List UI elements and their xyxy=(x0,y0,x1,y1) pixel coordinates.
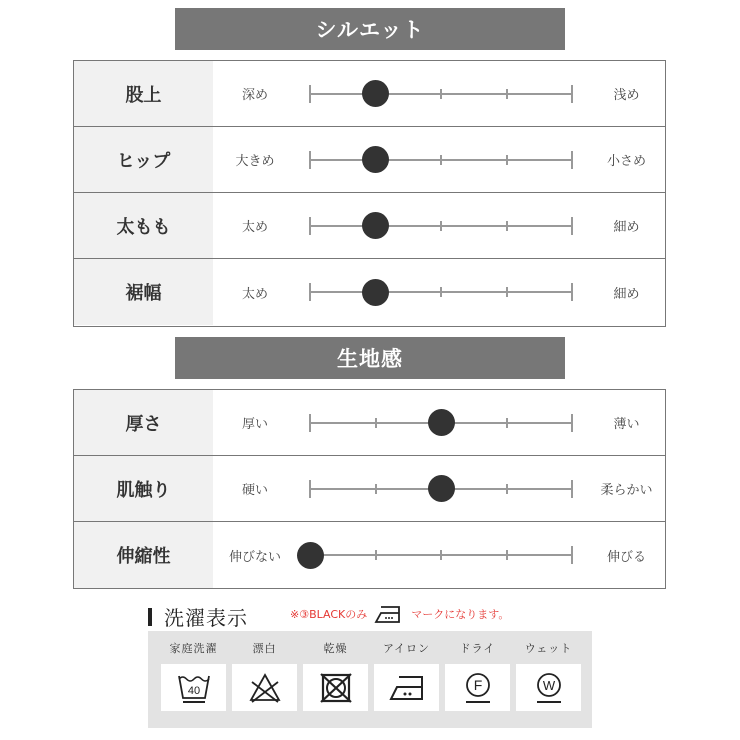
care-note-suffix: マークになります。 xyxy=(411,608,510,621)
care-item-dry-clean xyxy=(445,631,510,711)
slider-knob xyxy=(428,409,455,436)
no-bleach-icon xyxy=(248,672,282,704)
slider-tick xyxy=(506,418,508,428)
slider-tick xyxy=(506,89,508,99)
slider-tick xyxy=(571,217,573,235)
care-item-label: 漂白 xyxy=(252,641,277,655)
svg-text:F: F xyxy=(473,676,482,693)
care-item-iron xyxy=(374,631,439,711)
no-tumble-dry-icon xyxy=(319,672,353,704)
slider-tick xyxy=(571,151,573,169)
slider-tick xyxy=(506,484,508,494)
right-scale-label: 小さめ xyxy=(606,154,646,169)
left-scale-label: 伸びない xyxy=(228,549,281,565)
table-row xyxy=(74,61,665,127)
fabric-header-text: 生地感 xyxy=(337,347,403,371)
scale-slider xyxy=(310,390,572,455)
care-item-label: ドライ xyxy=(459,641,496,655)
slider-knob xyxy=(362,279,389,306)
slider-knob xyxy=(297,542,324,569)
right-scale-label: 薄い xyxy=(613,417,640,432)
care-note xyxy=(290,604,509,624)
scale-slider xyxy=(310,193,572,258)
slider-tick xyxy=(571,283,573,301)
row-label: 肌触り xyxy=(74,456,213,521)
care-item-bleach xyxy=(232,631,297,711)
slider-tick xyxy=(309,414,311,432)
iron-low-icon xyxy=(387,673,427,703)
right-scale-label: 伸びる xyxy=(606,549,646,565)
slider-tick xyxy=(375,418,377,428)
care-title-text: 洗濯表示 xyxy=(164,606,248,630)
slider-tick xyxy=(571,480,573,498)
care-item-label: 乾燥 xyxy=(323,641,348,655)
slider-tick xyxy=(309,480,311,498)
fabric-table xyxy=(73,389,666,589)
slider-knob xyxy=(362,212,389,239)
slider-tick xyxy=(440,287,442,297)
wash-40-icon xyxy=(174,671,214,705)
care-item-label: アイロン xyxy=(382,641,430,655)
scale-slider xyxy=(310,456,572,521)
row-label: 股上 xyxy=(74,61,213,126)
slider-tick xyxy=(506,221,508,231)
dry-clean-f-icon xyxy=(461,671,495,705)
care-note-prefix: ※③BLACKのみ xyxy=(290,608,368,621)
slider-tick xyxy=(440,155,442,165)
care-panel xyxy=(148,631,592,728)
slider-knob xyxy=(362,80,389,107)
slider-knob xyxy=(362,146,389,173)
silhouette-table xyxy=(73,60,666,327)
table-row xyxy=(74,127,665,193)
left-scale-label: 太め xyxy=(241,286,268,302)
iron-icon xyxy=(373,604,405,624)
row-label: 裾幅 xyxy=(74,259,213,325)
left-scale-label: 硬い xyxy=(241,483,268,498)
svg-text:W: W xyxy=(542,677,555,693)
slider-tick xyxy=(571,546,573,564)
title-bar-accent xyxy=(148,608,152,626)
table-row xyxy=(74,193,665,259)
silhouette-header xyxy=(175,8,565,50)
slider-tick xyxy=(309,283,311,301)
scale-slider xyxy=(310,259,572,325)
table-row xyxy=(74,522,665,588)
slider-tick xyxy=(309,85,311,103)
row-label: 太もも xyxy=(74,193,213,258)
slider-tick xyxy=(440,221,442,231)
slider-tick xyxy=(375,484,377,494)
slider-tick xyxy=(309,217,311,235)
care-item-home-wash xyxy=(161,631,226,711)
slider-tick xyxy=(440,89,442,99)
row-label: 厚さ xyxy=(74,390,213,455)
care-item-label: ウェット xyxy=(524,641,573,655)
wet-clean-w-icon xyxy=(532,671,566,705)
slider-tick xyxy=(571,85,573,103)
right-scale-label: 浅め xyxy=(613,88,640,103)
scale-slider xyxy=(310,127,572,192)
silhouette-header-text: シルエット xyxy=(315,18,425,42)
left-scale-label: 大きめ xyxy=(235,154,275,169)
slider-tick xyxy=(506,287,508,297)
scale-slider xyxy=(310,522,572,588)
table-row xyxy=(74,390,665,456)
care-title xyxy=(148,602,248,631)
slider-tick xyxy=(375,550,377,560)
right-scale-label: 柔らかい xyxy=(600,483,653,498)
left-scale-label: 太め xyxy=(241,220,268,235)
right-scale-label: 細め xyxy=(613,286,640,302)
care-item-label: 家庭洗濯 xyxy=(169,641,218,655)
scale-slider xyxy=(310,61,572,126)
left-scale-label: 深め xyxy=(241,88,268,103)
left-scale-label: 厚い xyxy=(241,417,268,432)
slider-knob xyxy=(428,475,455,502)
row-label: ヒップ xyxy=(74,127,213,192)
fabric-header xyxy=(175,337,565,379)
care-item-wet-clean xyxy=(516,631,581,711)
slider-tick xyxy=(506,155,508,165)
care-item-dry xyxy=(303,631,368,711)
slider-tick xyxy=(571,414,573,432)
table-row xyxy=(74,259,665,325)
row-label: 伸縮性 xyxy=(74,522,213,588)
slider-tick xyxy=(440,550,442,560)
slider-tick xyxy=(309,151,311,169)
table-row xyxy=(74,456,665,522)
slider-tick xyxy=(506,550,508,560)
right-scale-label: 細め xyxy=(613,220,640,235)
svg-text:40: 40 xyxy=(187,684,200,697)
